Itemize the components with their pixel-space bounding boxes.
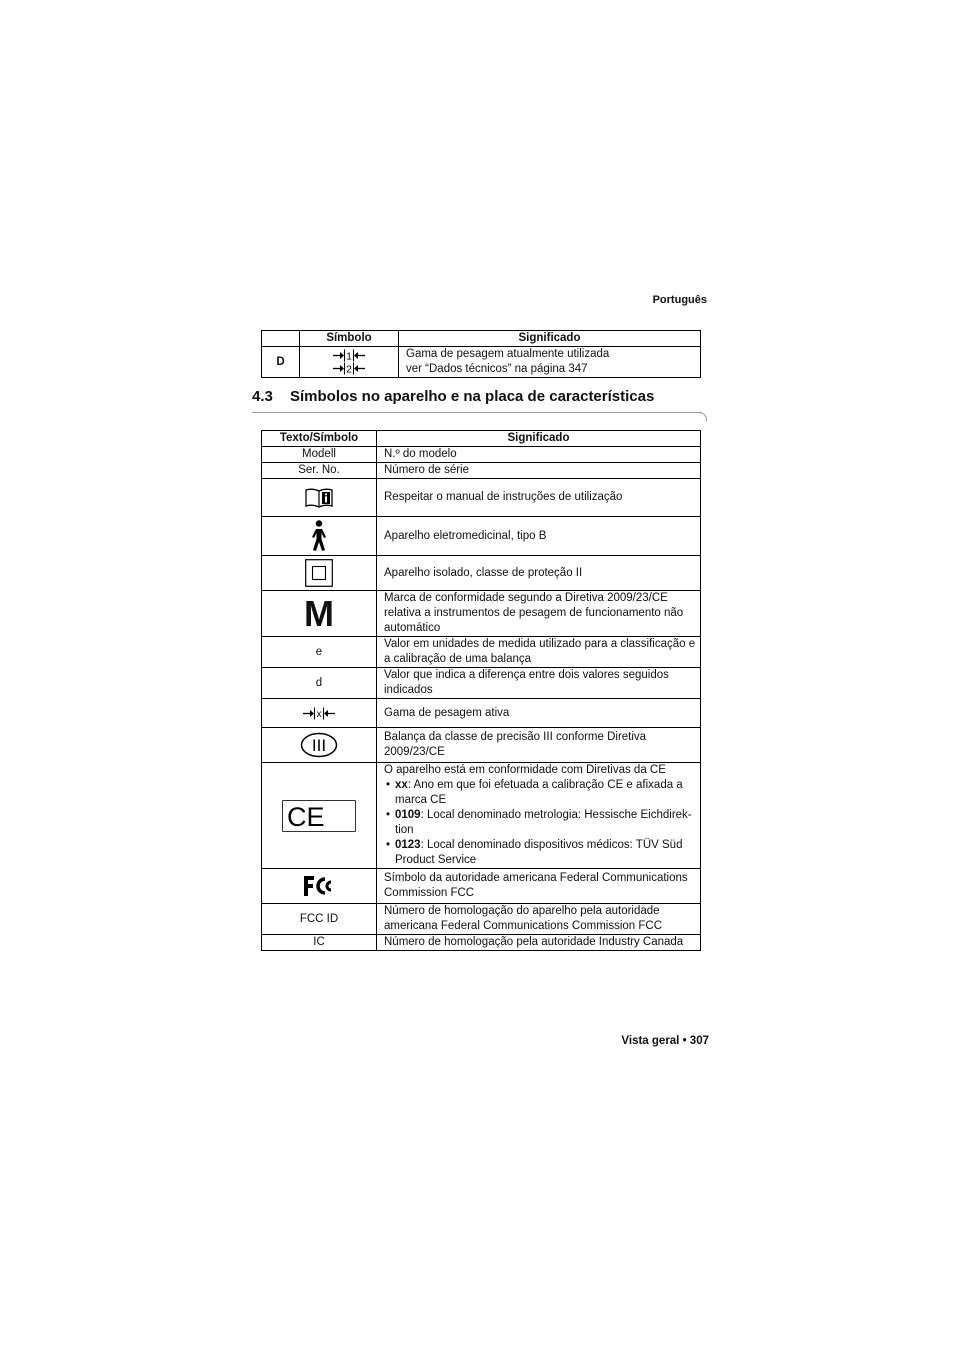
ce-mark-icon: [266, 800, 372, 832]
class-iii-icon: [266, 732, 372, 758]
row-meaning: Gama de pesagem atualmente utilizada ver “Dados técnicos” na página 347: [399, 347, 701, 378]
table-row: Aparelho isolado, classe de proteção II: [262, 556, 701, 591]
metrology-m-icon: M: [304, 592, 334, 634]
class-iii-label: III: [311, 736, 327, 755]
type-b-person-icon: [266, 520, 372, 552]
page-footer: Vista geral • 307: [621, 1035, 709, 1047]
table-row: Símbolo da autoridade americana Federal Communications Commission FCC: [262, 869, 701, 904]
symbol-table-1: [261, 330, 701, 378]
ce-bullets: [384, 778, 696, 868]
row-label: D: [262, 347, 300, 378]
range-2-label: 2: [346, 364, 352, 375]
table-row: e Valor em unidades de medida utilizado para a classificação e a calibração de uma balança: [262, 637, 701, 668]
range-2-icon: [304, 362, 394, 375]
heading-rule: [252, 412, 702, 413]
ce-meaning: O aparelho está em conformidade com Diretivas da CE • xx: Ano em que foi efetuada a calibração CE e afixada a marca CE • 0109: Local denominado metrologia: Hessische Eichdirek-tion • 0123: Local denominado dispositivos médicos: TÜV Süd Product Service: [377, 763, 701, 869]
table-row: x Gama de pesagem ativa: [262, 699, 701, 728]
table-row: Respeitar o manual de instruções de utilização: [262, 479, 701, 517]
range-1-label: 1: [346, 351, 352, 362]
header-blank: [262, 331, 300, 347]
table-row: III Balança da classe de precisão III conforme Diretiva 2009/23/CE: [262, 728, 701, 763]
active-range-label: x: [316, 708, 322, 720]
header-text-symbol: Texto/Símbolo: [262, 431, 377, 447]
section-number: 4.3: [252, 388, 273, 405]
table-row: d Valor que indica a diferença entre dois valores seguidos indicados: [262, 668, 701, 699]
table-row: [262, 763, 701, 869]
table-row: Aparelho eletromedicinal, tipo B: [262, 517, 701, 556]
heading-rule-hook: [698, 412, 707, 421]
fcc-logo-icon: [266, 875, 372, 897]
table-row: Ser. No. Número de série: [262, 463, 701, 479]
double-square-icon: [266, 559, 372, 587]
section-heading: [252, 388, 654, 405]
header-symbol: Símbolo: [300, 331, 399, 347]
ce-mark-label: CE: [287, 801, 325, 832]
header-meaning: Significado: [377, 431, 701, 447]
manual-book-icon: [266, 487, 372, 509]
section-title: Símbolos no aparelho e na placa de características: [290, 388, 655, 405]
page-language: Português: [652, 294, 707, 306]
table-row: FCC ID Número de homologação do aparelho pela autoridade americana Federal Communications Commission FCC: [262, 904, 701, 935]
range-1-icon: [304, 349, 394, 362]
table-row: Modell N.º do modelo: [262, 447, 701, 463]
list-item: • xx: Ano em que foi efetuada a calibração CE e afixada a marca CE: [384, 778, 696, 808]
table-row: IC Número de homologação pela autoridade Industry Canada: [262, 935, 701, 951]
list-item: • 0109: Local denominado metrologia: Hessische Eichdirek-tion: [384, 808, 696, 838]
header-meaning: Significado: [399, 331, 701, 347]
device-symbols-table: [261, 430, 701, 951]
range-symbols: [300, 347, 399, 378]
active-range-icon: [266, 707, 372, 720]
list-item: • 0123: Local denominado dispositivos médicos: TÜV Süd Product Service: [384, 838, 696, 868]
table-row: M Marca de conformidade segundo a Diretiva 2009/23/CE relativa a instrumentos de pesagem de funcionamento não automático: [262, 591, 701, 637]
